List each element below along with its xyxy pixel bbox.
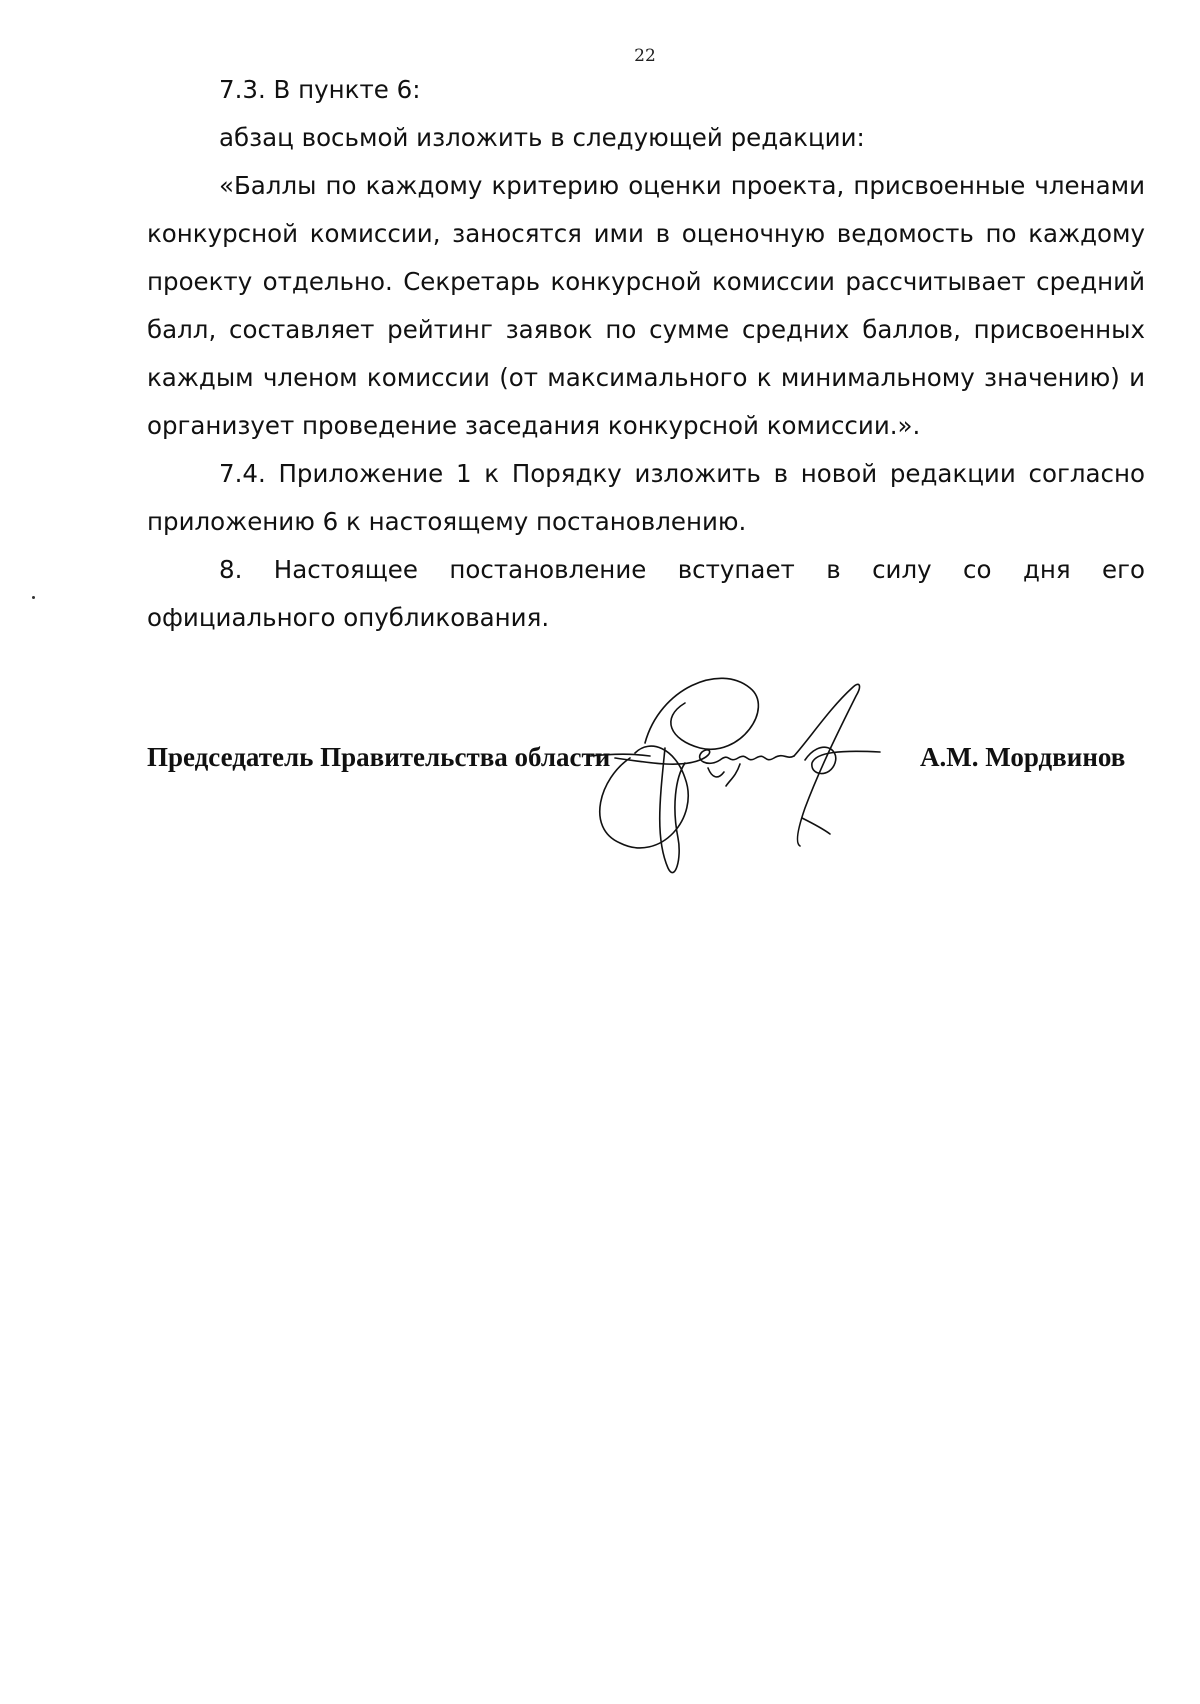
paragraph-7-3-heading: 7.3. В пункте 6: [219,75,421,104]
paragraph-8: 8. Настоящее постановление вступает в силу со дня его официального опубликования. [147,555,1145,632]
scan-dot [32,596,35,599]
signer-title: Председатель Правительства области [147,742,611,772]
signer-name: А.М. Мордвинов [920,742,1126,772]
handwritten-signature [590,668,930,898]
page-number: 22 [634,46,656,66]
paragraph-quoted-text: «Баллы по каждому критерию оценки проекта, присвоенные членами конкурсной комиссии, заносятся ими в оценочную ведомость по каждому проекту отдельно. Секретарь конкурсной комиссии рассчитывает средний балл, составляет рейтинг заявок по сумме средних баллов, присвоенных каждым членом комиссии (от максимального к минимальному значению) и организует проведение заседания конкурсной комиссии.». [147,171,1145,440]
paragraph-7-4: 7.4. Приложение 1 к Порядку изложить в новой редакции согласно приложению 6 к настоящему постановлению. [147,459,1145,536]
paragraph-abzac-instruction: абзац восьмой изложить в следующей редакции: [219,123,865,152]
document-body [147,66,1145,642]
